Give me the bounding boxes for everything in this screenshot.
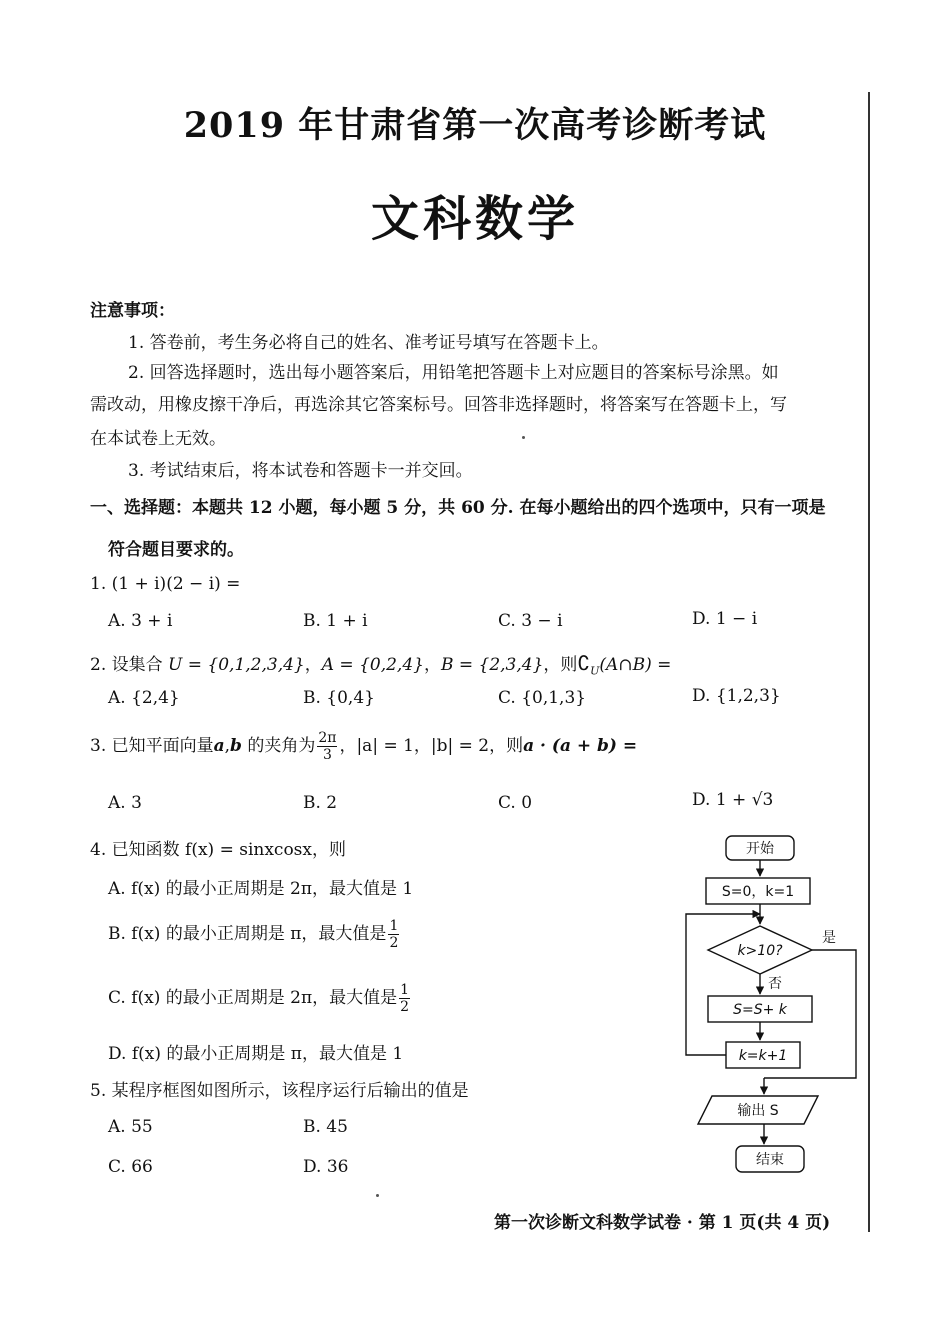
question-5-option-d: D. 36 (303, 1157, 349, 1177)
flowchart-end-label: 结束 (756, 1152, 784, 1168)
question-2-then: ，则 (543, 655, 578, 675)
option-b-fraction-denominator: 2 (389, 935, 399, 951)
question-4-option-d: D. f(x) 的最小正周期是 π，最大值是 1 (108, 1044, 404, 1064)
question-4-option-a: A. f(x) 的最小正周期是 2π，最大值是 1 (108, 879, 414, 899)
question-2-set-u: U = {0,1,2,3,4} (168, 655, 305, 675)
flowchart-output-label: 输出 S (737, 1103, 779, 1119)
option-c-fraction-denominator: 2 (400, 999, 410, 1015)
question-4-option-b-text: B. f(x) 的最小正周期是 π，最大值是 (108, 924, 387, 944)
question-4-option-c-text: C. f(x) 的最小正周期是 2π，最大值是 (108, 988, 398, 1008)
question-2-option-c: C. {0,1,3} (498, 688, 587, 708)
flowchart-sum-label: S=S+ k (733, 1002, 787, 1018)
question-2-option-a: A. {2,4} (108, 688, 180, 708)
question-1-option-b: B. 1 + i (303, 611, 368, 631)
question-2-set-b: B = {2,3,4} (440, 655, 544, 675)
flowchart-increment-label: k=k+1 (738, 1048, 788, 1064)
notice-item-2-line-3: 在本试卷上无效。 (90, 429, 226, 449)
question-4-option-b (108, 918, 401, 951)
program-flowchart (660, 828, 870, 1188)
option-c-fraction (399, 982, 410, 1015)
vector-b: b (230, 736, 242, 756)
question-2-set-a: A = {0,2,4} (321, 655, 424, 675)
question-3-condition: ，|a| = 1，|b| = 2，则 (339, 736, 524, 756)
question-3-stem: 3. 已知平面向量a,b 的夹角为 $\frac{2\pi}{3}$ ，|a| = 1，|b| = 2，则a · (a + b) = (90, 730, 638, 763)
vector-a: a (213, 736, 225, 756)
question-1-stem: 1. (1 + i)(2 − i) = (90, 574, 241, 594)
notice-item-3: 3. 考试结束后，将本试卷和答题卡一并交回。 (128, 461, 473, 481)
question-3-option-c: C. 0 (498, 793, 533, 813)
question-2-option-b: B. {0,4} (303, 688, 375, 708)
section-heading-line-1: 一、选择题：本题共 12 小题，每小题 5 分，共 60 分. 在每小题给出的四个选项中，只有一项是 (90, 498, 826, 518)
question-2-option-d: D. {1,2,3} (692, 686, 781, 706)
notice-item-2-line-1: 2. 回答选择题时，选出每小题答案后，用铅笔把答题卡上对应题目的答案标号涂黑。如 (128, 363, 779, 383)
notice-item-1: 1. 答卷前，考生务必将自己的姓名、准考证号填写在答题卡上。 (128, 333, 609, 353)
flowchart-yes-label: 是 (822, 930, 836, 946)
question-5-option-c: C. 66 (108, 1157, 153, 1177)
question-3-option-a: A. 3 (108, 793, 142, 813)
flowchart-no-label: 否 (768, 976, 782, 992)
notice-item-2-line-2: 需改动，用橡皮擦干净后，再选涂其它答案标号。回答非选择题时，将答案写在答题卡上，写 (90, 395, 787, 415)
question-5-option-a: A. 55 (108, 1117, 153, 1137)
question-4-option-c (108, 982, 412, 1015)
angle-fraction-denominator: 3 (322, 747, 332, 763)
question-3-angle-text: 的夹角为 (247, 736, 316, 756)
question-1-option-a: A. 3 + i (108, 611, 173, 631)
option-c-fraction-numerator: 1 (400, 982, 410, 998)
flowchart-init-label: S=0，k=1 (721, 884, 795, 900)
option-b-fraction (388, 918, 399, 951)
question-3-prefix: 3. 已知平面向量 (90, 736, 214, 756)
question-1-option-c: C. 3 − i (498, 611, 563, 631)
scan-speck (522, 436, 525, 439)
question-2-prefix: 2. 设集合 (90, 655, 163, 675)
exam-subject: 文科数学 (370, 191, 579, 247)
flowchart-start-label: 开始 (746, 841, 774, 857)
option-b-fraction-numerator: 1 (389, 918, 399, 934)
question-5-option-b: B. 45 (303, 1117, 348, 1137)
angle-fraction (317, 730, 337, 763)
question-2-expression: (A∩B) = (599, 655, 672, 675)
question-3-option-b: B. 2 (303, 793, 338, 813)
section-heading-line-2: 符合题目要求的。 (108, 540, 244, 560)
question-4-stem: 4. 已知函数 f(x) = sinxcosx，则 (90, 840, 346, 860)
flowchart-condition-label: k>10? (737, 943, 783, 959)
scan-speck (376, 1194, 379, 1197)
question-2-stem: 2. 设集合 U = {0,1,2,3,4}，A = {0,2,4}，B = {2,3,4}，则$∁_U(A\cap B)$ = (90, 651, 672, 678)
page-footer: 第一次诊断文科数学试卷 · 第 1 页(共 4 页) (494, 1213, 831, 1233)
exam-title: 2019 年甘肃省第一次高考诊断考试 (183, 105, 767, 146)
question-3-ask: a · (a + b) = (523, 736, 638, 756)
question-1-option-d: D. 1 − i (692, 609, 758, 629)
question-5-stem: 5. 某程序框图如图所示，该程序运行后输出的值是 (90, 1081, 469, 1101)
notice-heading: 注意事项： (90, 301, 175, 321)
complement-subscript: U (590, 664, 600, 678)
angle-fraction-numerator: 2π (318, 730, 337, 746)
question-3-option-d: D. 1 + √3 (692, 790, 774, 810)
flow-loop-back (686, 914, 760, 1055)
complement-symbol: ∁ (577, 651, 591, 675)
